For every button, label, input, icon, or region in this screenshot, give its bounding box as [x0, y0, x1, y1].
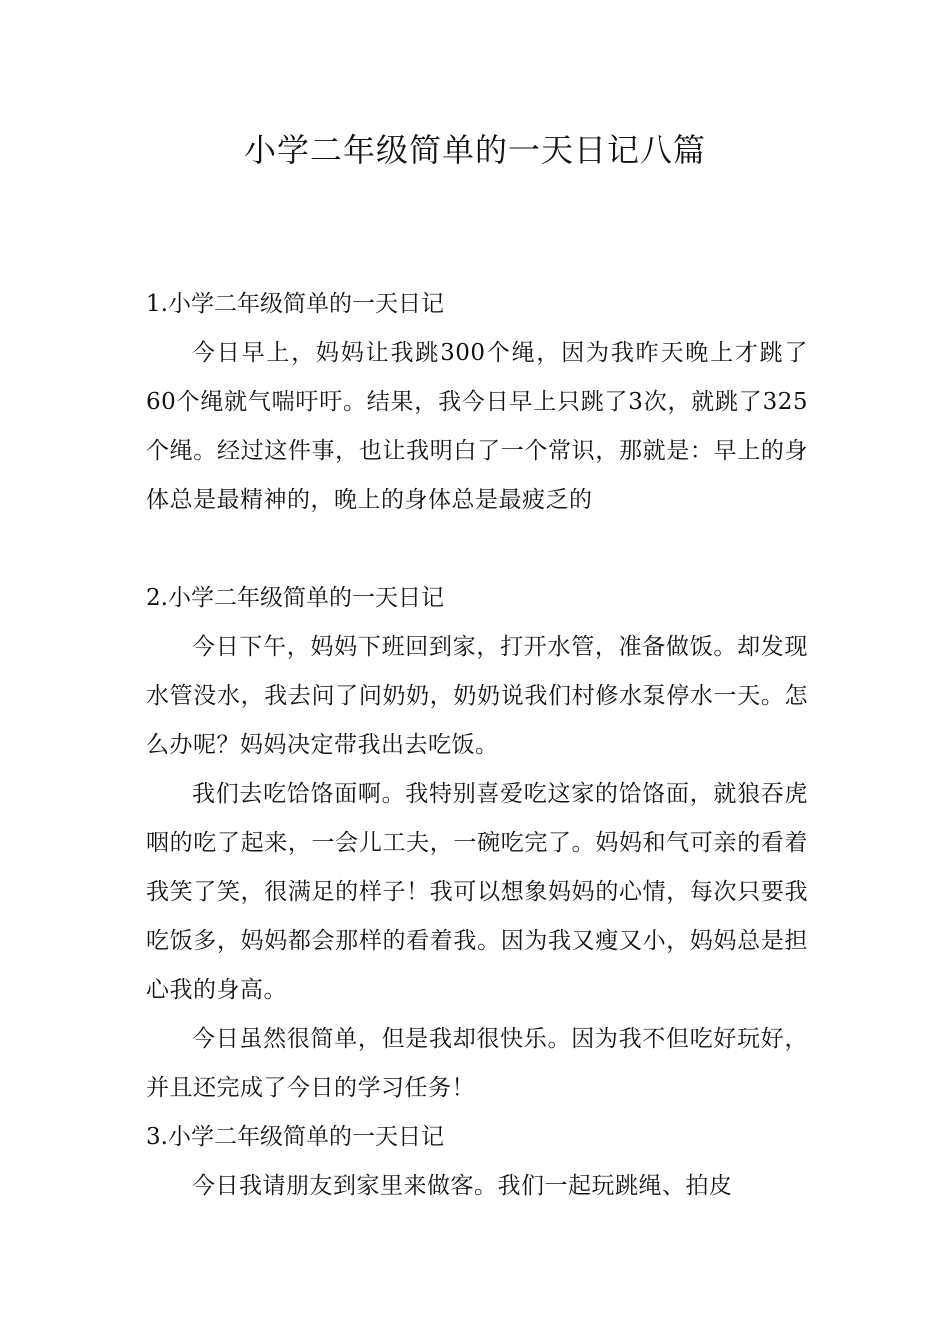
- paragraph: 今日我请朋友到家里来做客。我们一起玩跳绳、拍皮: [192, 1173, 733, 1199]
- diary-section-1: [146, 280, 808, 525]
- section-heading: 3.小学二年级简单的一天日记: [146, 1124, 444, 1150]
- paragraph: 我们去吃饸饹面啊。我特别喜爱吃这家的饸饹面，就狼吞虎咽的吃了起来，一会儿工夫，一碗吃完了。妈妈和气可亲的看着我笑了笑，很满足的样子！我可以想象妈妈的心情，每次只要我吃饭多，妈妈都会那样的看着我。因为我又瘦又小，妈妈总是担心我的身高。: [146, 781, 808, 1003]
- section-heading: 1.小学二年级简单的一天日记: [146, 291, 444, 317]
- section-heading: 2.小学二年级简单的一天日记: [146, 585, 444, 611]
- document-body: [146, 280, 808, 1211]
- paragraph: 今日虽然很简单，但是我却很快乐。因为我不但吃好玩好，并且还完成了今日的学习任务！: [146, 1026, 808, 1101]
- section-spacer: [146, 525, 808, 574]
- diary-section-2: [146, 574, 808, 1113]
- paragraph: 今日早上，妈妈让我跳300个绳，因为我昨天晚上才跳了60个绳就气喘吁吁。结果，我今日早上只跳了3次，就跳了325个绳。经过这件事，也让我明白了一个常识，那就是：早上的身体总是最精神的，晚上的身体总是最疲乏的: [146, 340, 808, 513]
- diary-section-3: [146, 1113, 808, 1211]
- paragraph: 今日下午，妈妈下班回到家，打开水管，准备做饭。却发现水管没水，我去问了问奶奶，奶奶说我们村修水泵停水一天。怎么办呢？妈妈决定带我出去吃饭。: [146, 634, 808, 758]
- document-title: 小学二年级简单的一天日记八篇: [243, 131, 706, 169]
